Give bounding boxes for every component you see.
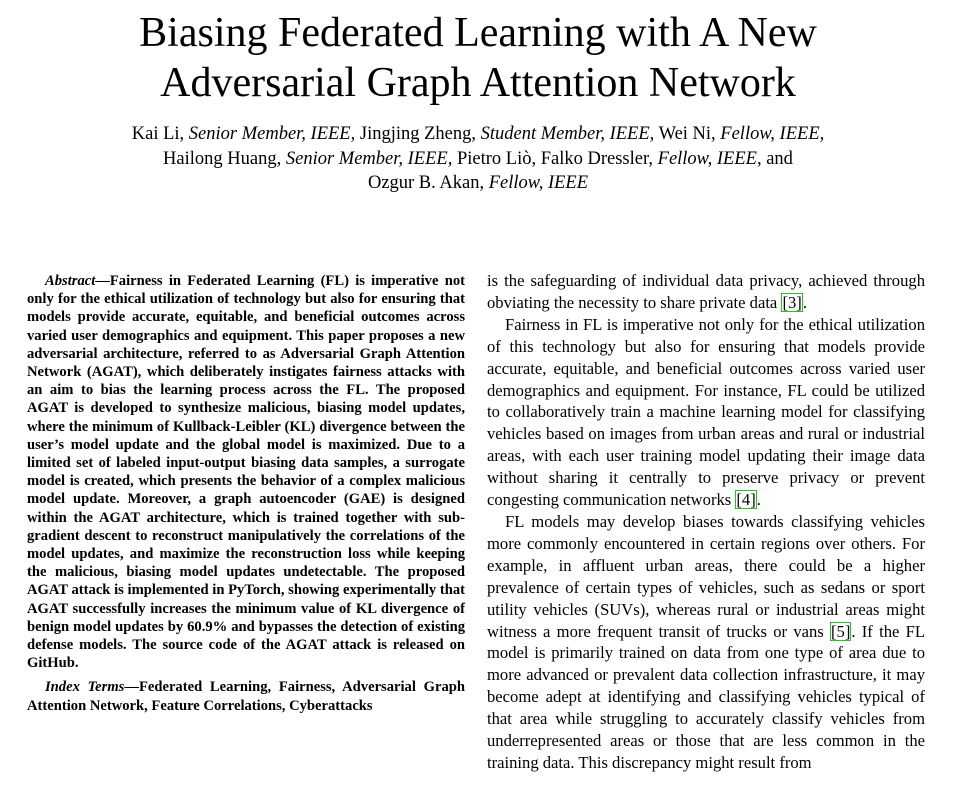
author-name: Ozgur B. Akan,	[367, 173, 489, 193]
body-paragraph-1	[487, 270, 925, 314]
author-list	[20, 122, 936, 196]
abstract-paragraph	[27, 272, 465, 672]
author-name: Pietro Liò, Falko Dressler,	[452, 148, 658, 169]
body-text: .	[756, 490, 761, 510]
author-name: and	[761, 148, 793, 169]
body-text: FL models may develop biases towards classifying vehicles more commonly encountered in certain regions over others. For example, in affluent urban areas, there could be a higher prevalence of certain types of vehicles, such as sedans or sport utility vehicles (SUVs), whereas rural or industrial areas might witness a more frequent transit of trucks or vans	[487, 511, 925, 641]
author-name: Hailong Huang,	[163, 148, 286, 169]
body-text: . If the FL model is primarily trained on data from one type of area due to more advanced or prevalent data collection infrastructure, it may become adept at identifying and classifying vehicles typical of that area while struggling to accurately classify vehicles from underrepresented areas or those that are less common in the training data. This discrepancy might result from	[487, 621, 925, 772]
body-text: is the safeguarding of individual data privacy, achieved through obviating the necessity to share private data	[487, 271, 925, 312]
body-text: .	[802, 292, 807, 312]
body-paragraph-2	[487, 314, 925, 511]
author-affiliation: Senior Member, IEEE,	[285, 148, 453, 169]
author-name: Wei Ni,	[654, 124, 721, 144]
index-terms-paragraph	[27, 678, 465, 714]
author-name: Jingjing Zheng,	[355, 124, 481, 144]
citation-link-3[interactable]: [3]	[782, 292, 802, 312]
citation-link-4[interactable]: [4]	[736, 490, 756, 510]
paper-title	[20, 8, 936, 108]
author-affiliation: Senior Member, IEEE,	[188, 124, 356, 144]
body-column	[487, 270, 925, 802]
author-affiliation: Fellow, IEEE,	[720, 124, 825, 144]
title-line-1: Biasing Federated Learning with A New	[139, 10, 817, 56]
index-terms-text: —Federated Learning, Fairness, Adversarial Graph Attention Network, Feature Correlations, Cyberattacks	[27, 679, 465, 714]
body-paragraph-3	[487, 511, 925, 774]
author-affiliation: Student Member, IEEE,	[480, 124, 655, 144]
abstract-label: Abstract	[45, 273, 96, 289]
author-affiliation: Fellow, IEEE	[488, 173, 589, 193]
index-terms-label: Index Terms	[45, 679, 125, 696]
title-line-2: Adversarial Graph Attention Network	[160, 60, 796, 106]
author-name: Kai Li,	[131, 124, 189, 144]
abstract-column	[27, 272, 465, 715]
body-text: Fairness in FL is imperative not only for the ethical utilization of this technology but also for ensuring that models provide accurate, equitable, and beneficial outcomes across varied user demographics and equipment. For instance, FL could be utilized to collaboratively train a machine learning model for classifying vehicles based on images from urban areas and rural or industrial areas, with each user training model updating their image data without sharing it centrally to preserve privacy or prevent congesting communication networks	[487, 314, 925, 510]
abstract-text: —Fairness in Federated Learning (FL) is imperative not only for the ethical utilization of technology but also for ensuring that models provide accurate, equitable, and beneficial outcomes across varied user demographics and equipment. This paper proposes a new adversarial architecture, referred to as Adversarial Graph Attention Network (AGAT), which deliberately instigates fairness attacks with an aim to bias the learning process across the FL. The proposed AGAT is developed to synthesize malicious, biasing model updates, where the minimum of Kullback-Leibler (KL) divergence between the user’s model update and the global model is maximized. Due to a limited set of labeled input-output biasing data samples, a surrogate model is created, which presents the behavior of a complex malicious model update. Moreover, a graph autoencoder (GAE) is designed within the AGAT architecture, which is trained together with sub-gradient descent to reconstruct manipulatively the correlations of the model updates, and maximize the reconstruction loss while keeping the malicious, biasing model updates undetectable. The proposed AGAT attack is implemented in PyTorch, showing experimentally that AGAT successfully increases the minimum value of KL divergence of benign model updates by 60.9% and bypasses the detection of existing defense models. The source code of the AGAT attack is released on GitHub.	[27, 273, 465, 672]
author-affiliation: Fellow, IEEE,	[657, 148, 762, 169]
citation-link-5[interactable]: [5]	[831, 621, 851, 641]
